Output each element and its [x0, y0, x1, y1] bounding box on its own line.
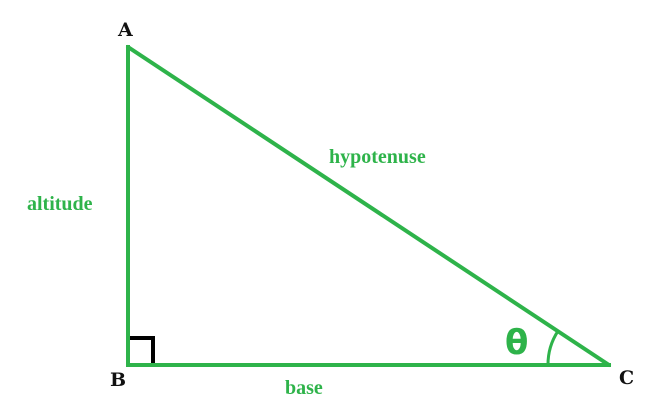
hypotenuse-label: hypotenuse — [329, 146, 426, 168]
right-angle-marker-icon — [130, 338, 153, 363]
vertex-label-a: A — [118, 19, 133, 41]
theta-symbol: θ — [505, 323, 529, 363]
vertex-label-b: B — [110, 369, 127, 391]
vertex-label-c: C — [619, 367, 635, 389]
base-label: base — [285, 377, 323, 399]
angle-arc-icon — [548, 331, 558, 365]
altitude-label: altitude — [27, 193, 93, 215]
hypotenuse-side — [128, 47, 609, 365]
